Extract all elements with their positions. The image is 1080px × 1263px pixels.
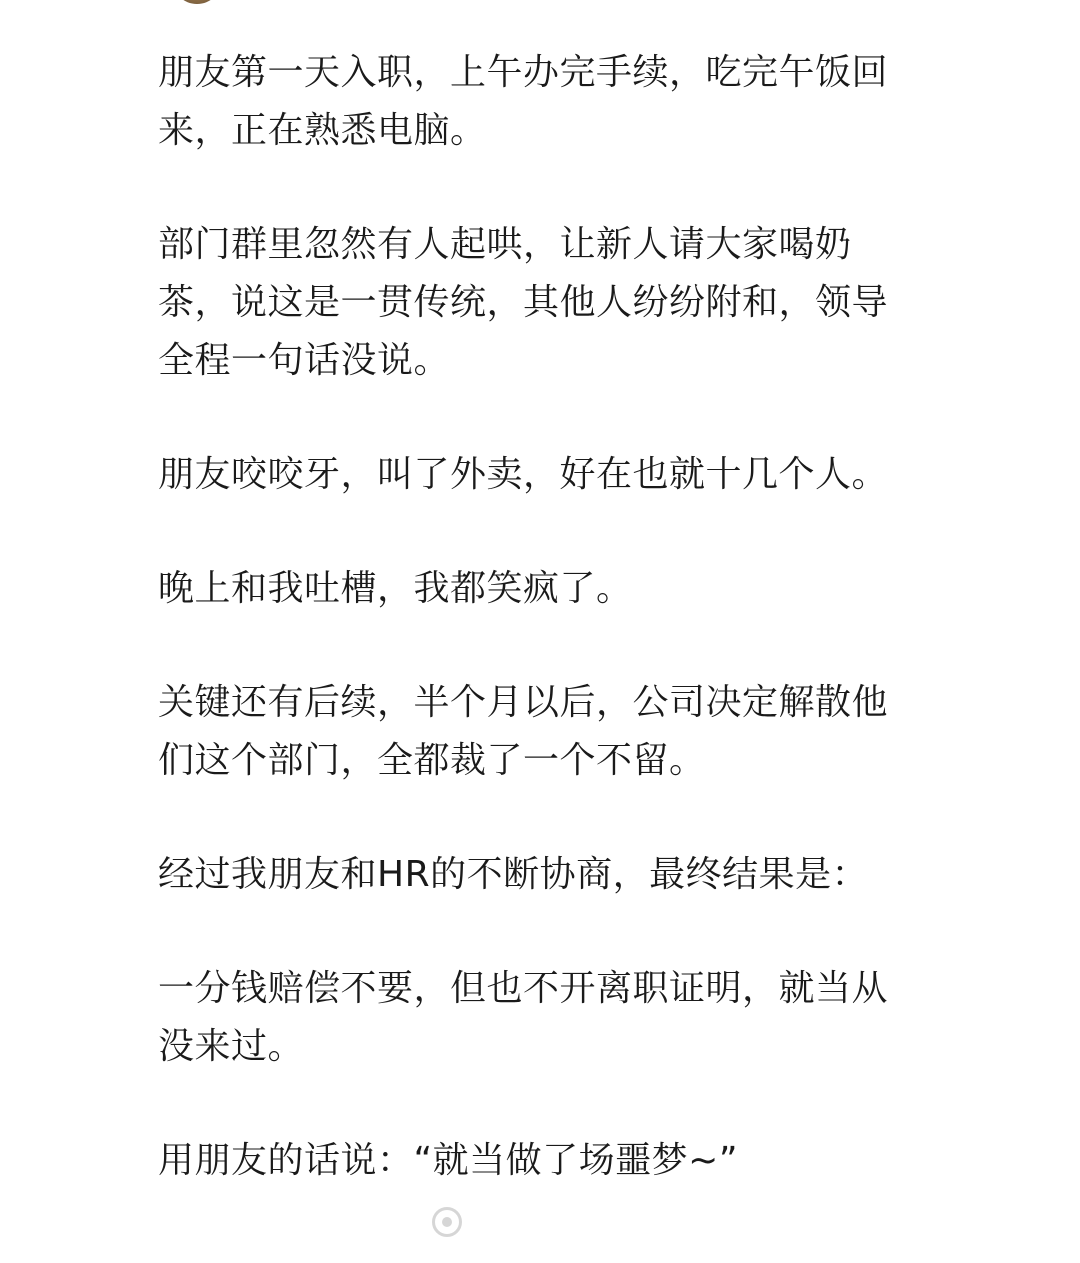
paragraph-4: 晚上和我吐槽，我都笑疯了。	[158, 568, 633, 609]
paragraph-7: 一分钱赔偿不要，但也不开离职证明，就当从没来过。	[158, 968, 889, 1067]
paragraph-2: 部门群里忽然有人起哄，让新人请大家喝奶茶，说这是一贯传统，其他人纷纷附和，领导全程一句话没说。	[158, 224, 889, 381]
paragraph-8: 用朋友的话说：“就当做了场噩梦~”	[158, 1140, 738, 1181]
paragraph-3: 朋友咬咬牙，叫了外卖，好在也就十几个人。	[158, 454, 889, 495]
avatar[interactable]	[172, 0, 222, 4]
watermark	[432, 1200, 462, 1244]
post-body	[158, 44, 918, 1190]
paragraph-6: 经过我朋友和HR的不断协商，最终结果是：	[158, 854, 869, 895]
watermark-logo-icon	[432, 1207, 462, 1237]
paragraph-1: 朋友第一天入职，上午办完手续，吃完午饭回来，正在熟悉电脑。	[158, 52, 889, 151]
paragraph-5: 关键还有后续，半个月以后，公司决定解散他们这个部门，全都裁了一个不留。	[158, 682, 889, 781]
